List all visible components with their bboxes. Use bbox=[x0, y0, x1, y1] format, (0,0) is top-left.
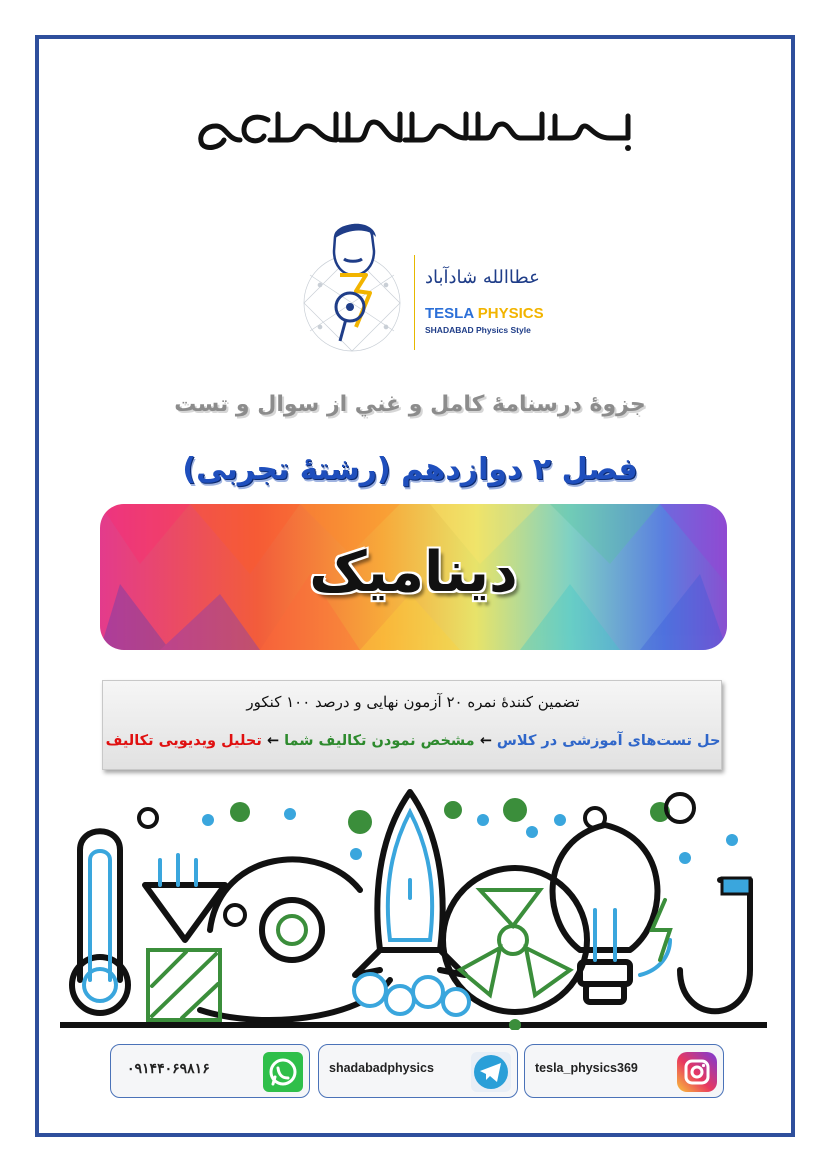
contact-instagram[interactable] bbox=[524, 1044, 724, 1098]
bismillah-calligraphy bbox=[190, 108, 635, 156]
info-box bbox=[102, 680, 722, 770]
step-arrow-2: ← bbox=[266, 733, 280, 749]
phone-number[interactable]: ۰۹۱۴۴۰۶۹۸۱۶ bbox=[127, 1060, 210, 1076]
booklet-subtitle: جزوۀ درسنامۀ کامل و غني از سوال و تست bbox=[174, 392, 646, 417]
brand-tagline: SHADABAD Physics Style bbox=[425, 325, 531, 335]
instagram-handle[interactable]: tesla_physics369 bbox=[535, 1061, 638, 1075]
science-illustration bbox=[60, 780, 767, 1030]
author-name: عطاالله شادآباد bbox=[425, 267, 540, 288]
brand-name bbox=[425, 305, 544, 322]
brand-tesla: TESLA bbox=[425, 305, 474, 322]
step-assign-homework: مشخص نمودن تکالیف شما bbox=[284, 733, 475, 749]
logo-divider bbox=[414, 255, 415, 350]
chapter-title: فصل ۲ دوازدهم (رشتۀ تجربی) bbox=[182, 452, 638, 487]
instagram-icon[interactable] bbox=[677, 1052, 717, 1092]
contact-phone[interactable] bbox=[110, 1044, 310, 1098]
title-banner bbox=[100, 504, 727, 650]
brand-physics: PHYSICS bbox=[477, 305, 544, 322]
tesla-physics-logo bbox=[290, 215, 544, 360]
tesla-portrait-emblem bbox=[290, 215, 414, 360]
step-video-analysis: تحلیل ویدیویی تکالیف bbox=[105, 733, 262, 749]
whatsapp-icon[interactable] bbox=[263, 1052, 303, 1092]
contact-telegram[interactable] bbox=[318, 1044, 518, 1098]
guarantee-text: تضمین کنندۀ نمره ۲۰ آزمون نهایی و درصد ۱۰۰ کنکور bbox=[246, 693, 580, 711]
steps-line bbox=[103, 733, 723, 749]
step-class-tests: حل تست‌های آموزشی در کلاس bbox=[496, 733, 721, 749]
telegram-icon[interactable] bbox=[471, 1052, 511, 1092]
step-arrow-1: ← bbox=[479, 733, 492, 749]
telegram-handle[interactable]: shadabadphysics bbox=[329, 1061, 434, 1075]
topic-title: دینامیک bbox=[309, 540, 518, 605]
